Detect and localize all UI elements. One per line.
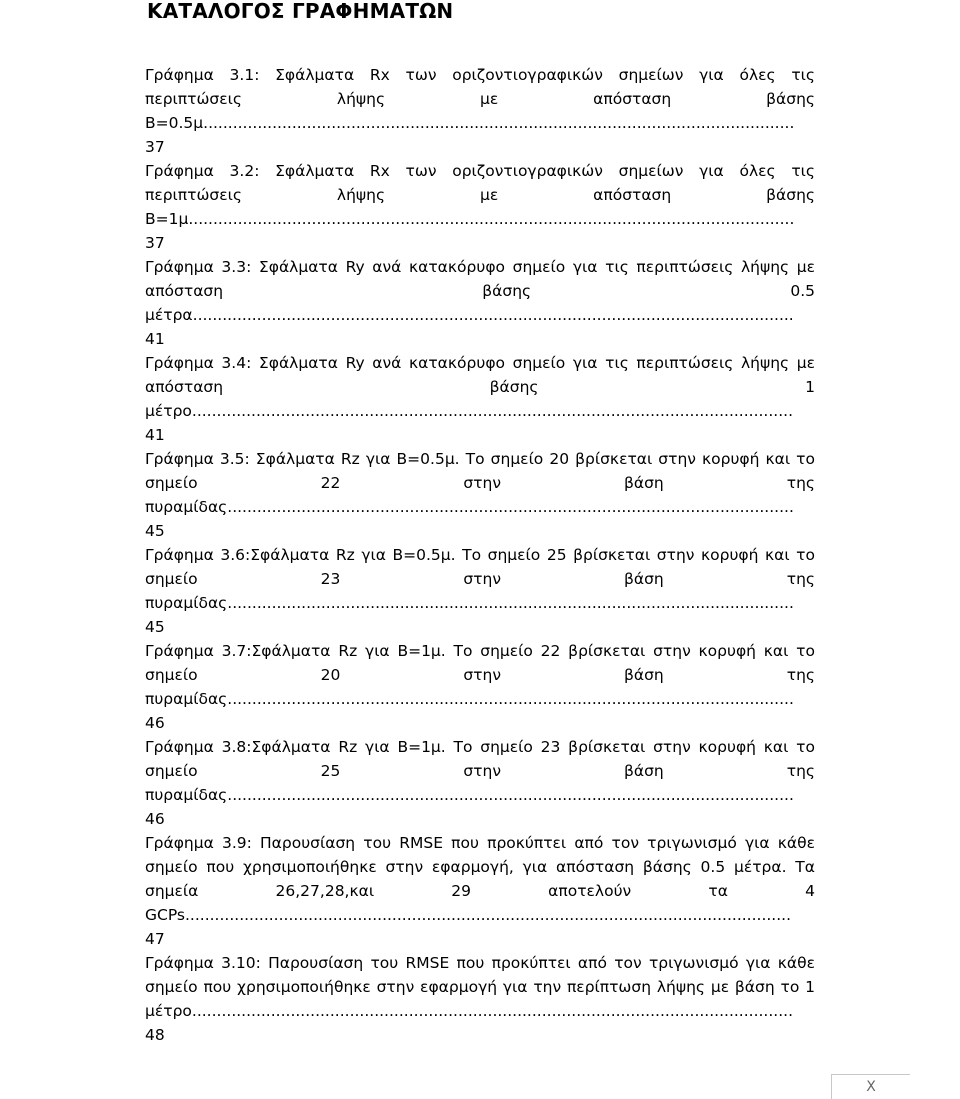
dot-leader: ......................................................................................................................... — [196, 1002, 793, 1020]
toc-entry-text: Γράφημα 3.10: Παρουσίαση του RMSE που προκύπτει από τον τριγωνισμό για κάθε σημείο που χρησιμοποιήθηκε στην εφαρμογή για την περίπτωση λήψης με βάση το 1 μέτρο. — [145, 954, 815, 1020]
toc-entry[interactable] — [145, 639, 815, 735]
dot-leader: .................................................................................................................. — [232, 786, 794, 804]
page-number: X — [831, 1074, 910, 1099]
toc-entry[interactable] — [145, 447, 815, 543]
toc-entry[interactable] — [145, 735, 815, 831]
toc-entry-text: Γράφημα 3.2: Σφάλματα Rx των οριζοντιογραφικών σημείων για όλες τις περιπτώσεις λήψης με απόσταση βάσης Β=1μ. — [145, 162, 815, 228]
toc-entry-page: 45 — [145, 522, 165, 540]
toc-entry[interactable] — [145, 351, 815, 447]
toc-entry-page: 37 — [145, 138, 165, 156]
toc-entry-text: Γράφημα 3.9: Παρουσίαση του RMSE που προκύπτει από τον τριγωνισμό για κάθε σημείο που χρησιμοποιήθηκε στην εφαρμογή, για απόσταση βάσης 0.5 μέτρα. Τα σημεία 26,27,28,και 29 αποτελούν τα 4 GCPs. — [145, 834, 815, 924]
dot-leader: .................................................................................................................. — [232, 498, 794, 516]
toc-entry[interactable] — [145, 951, 815, 1047]
toc-entry[interactable] — [145, 255, 815, 351]
toc-entry-text: Γράφημα 3.8:Σφάλματα Rz για Β=1μ. Το σημείο 23 βρίσκεται στην κορυφή και το σημείο 25 στην βάση της πυραμίδας. — [145, 738, 815, 804]
toc-entry-text: Γράφημα 3.6:Σφάλματα Rz για Β=0.5μ. Το σημείο 25 βρίσκεται στην κορυφή και το σημείο 23 στην βάση της πυραμίδας. — [145, 546, 815, 612]
page-title: ΚΑΤΑΛΟΓΟΣ ΓΡΑΦΗΜΑΤΩΝ — [147, 0, 454, 23]
toc-entry-page: 47 — [145, 930, 165, 948]
toc-entry-page: 41 — [145, 426, 165, 444]
dot-leader: .................................................................................................................. — [232, 594, 794, 612]
toc-entry-page: 46 — [145, 714, 165, 732]
dot-leader: .......................................................................................................................... — [193, 210, 795, 228]
dot-leader: ....................................................................................................................... — [208, 114, 795, 132]
table-of-figures — [145, 63, 815, 1047]
toc-entry-text: Γράφημα 3.3: Σφάλματα Ry ανά κατακόρυφο σημείο για τις περιπτώσεις λήψης με απόσταση βάσης 0.5 μέτρα. — [145, 258, 815, 324]
toc-entry-page: 46 — [145, 810, 165, 828]
dot-leader: ......................................................................................................................... — [197, 306, 794, 324]
toc-entry-text: Γράφημα 3.5: Σφάλματα Rz για Β=0.5μ. Το σημείο 20 βρίσκεται στην κορυφή και το σημείο 22 στην βάση της πυραμίδας. — [145, 450, 815, 516]
dot-leader: ......................................................................................................................... — [196, 402, 793, 420]
toc-entry[interactable] — [145, 543, 815, 639]
toc-entry-page: 41 — [145, 330, 165, 348]
toc-entry-page: 45 — [145, 618, 165, 636]
toc-entry-text: Γράφημα 3.1: Σφάλματα Rx των οριζοντιογραφικών σημείων για όλες τις περιπτώσεις λήψης με απόσταση βάσης Β=0.5μ. — [145, 66, 815, 132]
toc-entry[interactable] — [145, 63, 815, 159]
toc-entry[interactable] — [145, 831, 815, 951]
toc-entry-page: 37 — [145, 234, 165, 252]
toc-entry-text: Γράφημα 3.4: Σφάλματα Ry ανά κατακόρυφο σημείο για τις περιπτώσεις λήψης με απόσταση βάσης 1 μέτρο. — [145, 354, 815, 420]
dot-leader: .................................................................................................................. — [232, 690, 794, 708]
toc-entry-page: 48 — [145, 1026, 165, 1044]
dot-leader: .......................................................................................................................... — [189, 906, 792, 924]
toc-entry[interactable] — [145, 159, 815, 255]
toc-entry-text: Γράφημα 3.7:Σφάλματα Rz για Β=1μ. Το σημείο 22 βρίσκεται στην κορυφή και το σημείο 20 στην βάση της πυραμίδας. — [145, 642, 815, 708]
